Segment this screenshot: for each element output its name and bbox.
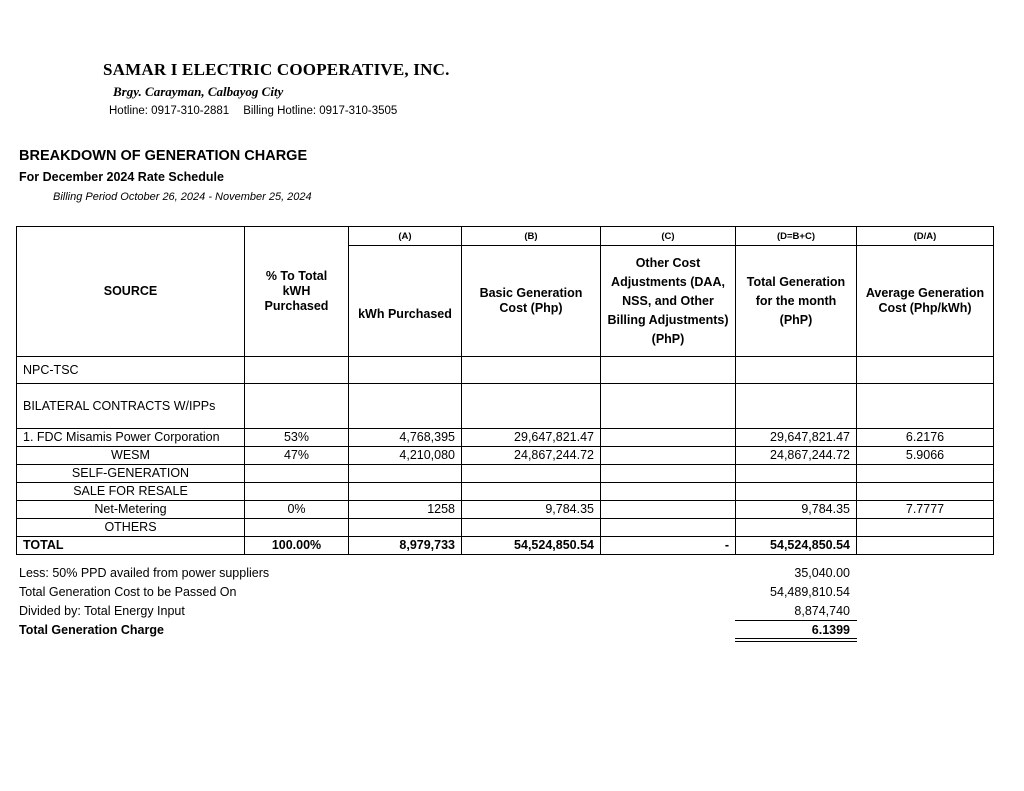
row-kwh: 1258 <box>349 501 462 519</box>
summary-charge-value: 6.1399 <box>811 623 850 637</box>
row-total <box>736 483 857 501</box>
header-pct: % To Total kWH Purchased <box>245 227 349 357</box>
row-source: SELF-GENERATION <box>17 465 245 483</box>
summary-less-label: Less: 50% PPD availed from power suppliers <box>19 566 270 580</box>
row-kwh <box>349 465 462 483</box>
document-subtitle: For December 2024 Rate Schedule <box>19 170 224 184</box>
code-b: (B) <box>462 227 601 246</box>
row-pct <box>245 483 349 501</box>
billing-hotline: Billing Hotline: 0917-310-3505 <box>243 105 398 117</box>
total-row <box>17 537 994 555</box>
row-source: 1. FDC Misamis Power Corporation <box>17 429 245 447</box>
hotline-line <box>109 105 397 117</box>
org-name: SAMAR I ELECTRIC COOPERATIVE, INC. <box>103 60 450 79</box>
row-pct: 53% <box>245 429 349 447</box>
table-row <box>17 483 994 501</box>
double-underline-top <box>735 638 857 639</box>
row-avg <box>857 519 994 537</box>
row-avg: 7.7777 <box>857 501 994 519</box>
row-basic <box>462 384 601 429</box>
code-a: (A) <box>349 227 462 246</box>
summary-divided-label: Divided by: Total Energy Input <box>19 604 185 618</box>
row-other <box>601 519 736 537</box>
row-other <box>601 501 736 519</box>
row-total <box>736 384 857 429</box>
row-total <box>736 465 857 483</box>
table-row <box>17 384 994 429</box>
row-pct <box>245 384 349 429</box>
header-avg: Average Generation Cost (Php/kWh) <box>857 246 994 357</box>
row-basic <box>462 483 601 501</box>
row-pct <box>245 357 349 384</box>
row-source: BILATERAL CONTRACTS W/IPPs <box>17 384 245 429</box>
table-row <box>17 519 994 537</box>
column-codes-row <box>17 227 994 246</box>
row-other <box>601 447 736 465</box>
row-kwh <box>349 384 462 429</box>
header-basic: Basic Generation Cost (Php) <box>462 246 601 357</box>
row-kwh: 4,768,395 <box>349 429 462 447</box>
row-kwh <box>349 519 462 537</box>
row-source: OTHERS <box>17 519 245 537</box>
row-other <box>601 357 736 384</box>
header-source: SOURCE <box>17 227 245 357</box>
row-basic <box>462 519 601 537</box>
total-kwh: 8,979,733 <box>349 537 462 555</box>
row-source: NPC-TSC <box>17 357 245 384</box>
row-basic <box>462 357 601 384</box>
hotline: Hotline: 0917-310-2881 <box>109 105 230 117</box>
row-source: WESM <box>17 447 245 465</box>
summary-charge-label: Total Generation Charge <box>19 623 164 637</box>
total-basic: 54,524,850.54 <box>462 537 601 555</box>
total-other: - <box>601 537 736 555</box>
row-avg: 5.9066 <box>857 447 994 465</box>
row-kwh <box>349 483 462 501</box>
document-title: BREAKDOWN OF GENERATION CHARGE <box>19 148 308 164</box>
row-avg <box>857 357 994 384</box>
row-total: 24,867,244.72 <box>736 447 857 465</box>
table-row <box>17 447 994 465</box>
row-pct <box>245 465 349 483</box>
code-c: (C) <box>601 227 736 246</box>
row-other <box>601 384 736 429</box>
row-source: Net-Metering <box>17 501 245 519</box>
row-pct: 0% <box>245 501 349 519</box>
row-other <box>601 483 736 501</box>
generation-charge-table <box>16 226 994 555</box>
row-basic <box>462 465 601 483</box>
table-row <box>17 465 994 483</box>
row-source: SALE FOR RESALE <box>17 483 245 501</box>
total-pct: 100.00% <box>245 537 349 555</box>
summary-divided-value: 8,874,740 <box>794 604 850 618</box>
total-total: 54,524,850.54 <box>736 537 857 555</box>
code-d: (D=B+C) <box>736 227 857 246</box>
row-kwh: 4,210,080 <box>349 447 462 465</box>
row-total: 29,647,821.47 <box>736 429 857 447</box>
row-basic: 9,784.35 <box>462 501 601 519</box>
row-total: 9,784.35 <box>736 501 857 519</box>
row-avg <box>857 483 994 501</box>
header-kwh: kWh Purchased <box>349 246 462 357</box>
row-pct: 47% <box>245 447 349 465</box>
row-basic: 29,647,821.47 <box>462 429 601 447</box>
row-avg <box>857 465 994 483</box>
billing-period: Billing Period October 26, 2024 - November 25, 2024 <box>53 191 312 203</box>
row-total <box>736 357 857 384</box>
row-pct <box>245 519 349 537</box>
row-basic: 24,867,244.72 <box>462 447 601 465</box>
table-row <box>17 357 994 384</box>
row-avg: 6.2176 <box>857 429 994 447</box>
code-da: (D/A) <box>857 227 994 246</box>
summary-passed-label: Total Generation Cost to be Passed On <box>19 585 237 599</box>
header-other: Other Cost Adjustments (DAA, NSS, and Other Billing Adjustments) (PhP) <box>601 246 736 357</box>
row-kwh <box>349 357 462 384</box>
row-total <box>736 519 857 537</box>
summary-passed-value: 54,489,810.54 <box>770 585 850 599</box>
table-row <box>17 501 994 519</box>
row-avg <box>857 384 994 429</box>
double-underline-bottom <box>735 641 857 642</box>
row-other <box>601 465 736 483</box>
table-row <box>17 429 994 447</box>
summary-rule <box>735 620 857 621</box>
total-label: TOTAL <box>17 537 245 555</box>
org-address: Brgy. Carayman, Calbayog City <box>113 84 284 99</box>
total-avg <box>857 537 994 555</box>
row-other <box>601 429 736 447</box>
summary-less-value: 35,040.00 <box>794 566 850 580</box>
header-total: Total Generation for the month (PhP) <box>736 246 857 357</box>
